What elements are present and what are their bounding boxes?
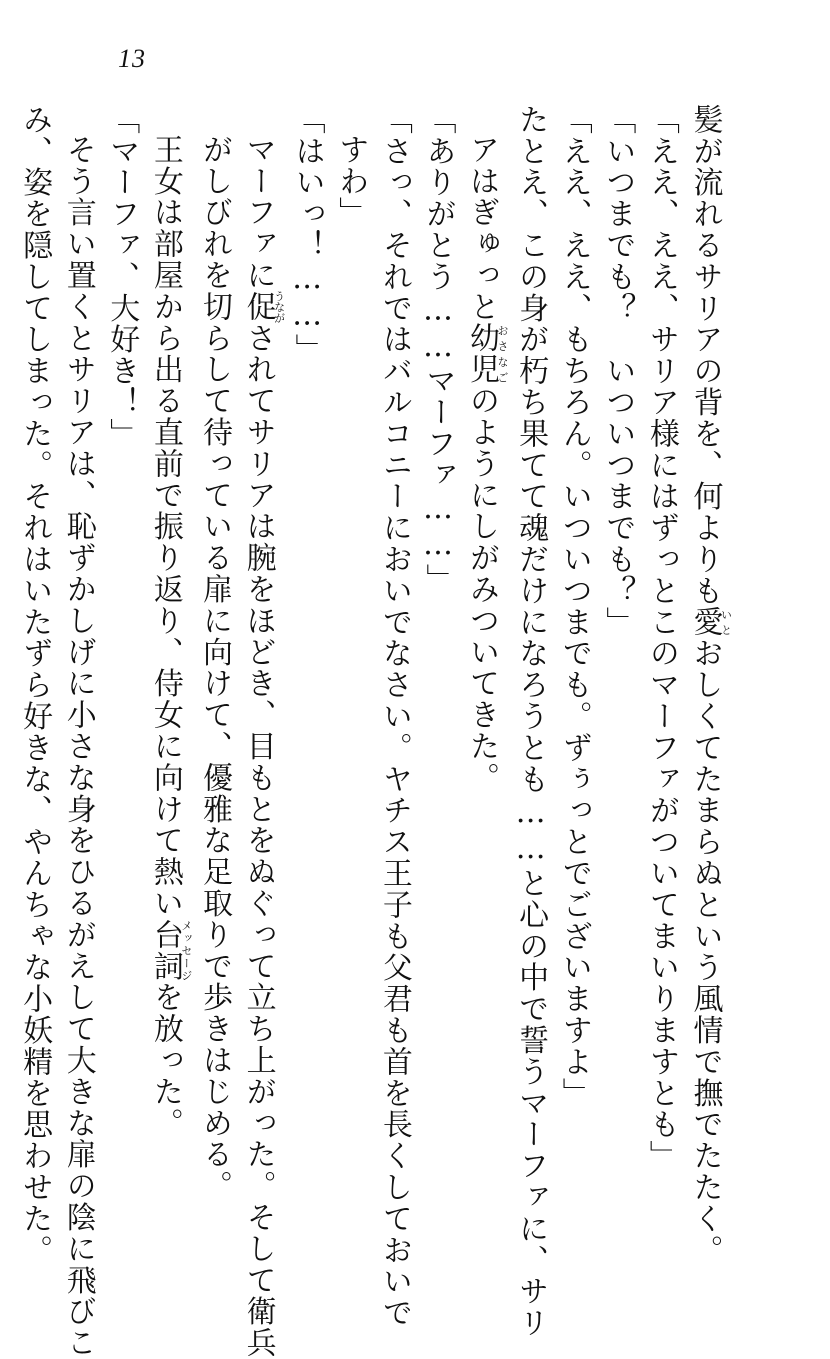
vertical-text-body xyxy=(13,104,733,1359)
furigana-reading: おさなご xyxy=(496,322,510,386)
text-line: たとえ、この身が朽ち果てて魂だけになろうとも……と心の中で誓うマーファに、サリ xyxy=(513,104,549,1339)
text-line: 「いつまでも？ いついつまでも？」 xyxy=(600,104,636,638)
furigana-reading: うなが xyxy=(272,290,286,324)
text-line: 「マーファ、大好き！」 xyxy=(104,104,140,450)
text-line: マーファに促うながされてサリアは腕をほどき、目もとをぬぐって立ち上がった。そして衛兵 xyxy=(240,134,286,1359)
text-line: 「さっ、それではバルコニーにおいでなさい。ヤチス王子も父君も首を長くしておいで xyxy=(376,104,412,1329)
text-line: 髪が流れるサリアの背を、何よりも愛いとおしくてたまらぬという風情で撫でたたく。 xyxy=(687,104,733,1266)
furigana-ruby: 台詞メッセージ xyxy=(147,919,193,982)
text-line: すわ」 xyxy=(333,134,369,229)
furigana-reading: いと xyxy=(719,606,733,638)
text-line: 王女は部屋から出る直前で振り返り、侍女に向けて熱い台詞メッセージを放った。 xyxy=(147,134,193,1139)
text-line: アはぎゅっと幼児おさなごのようにしがみついてきた。 xyxy=(464,134,510,794)
text-line: そう言い置くとサリアは、恥ずかしげに小さな身をひるがえして大きな扉の陰に飛びこ xyxy=(60,134,96,1359)
text-line: 「ありがとう……マーファ……」 xyxy=(420,104,456,595)
furigana-ruby: 促うなが xyxy=(240,290,286,324)
page-number: 13 xyxy=(118,44,146,73)
text-line: み、姿を隠してしまった。それはいたずら好きな、やんちゃな小妖精を思わせた。 xyxy=(17,104,53,1266)
text-line: 「ええ、ええ、サリア様にはずっとこのマーファがついてまいりますとも」 xyxy=(643,104,679,1172)
furigana-reading: メッセージ xyxy=(179,919,193,982)
text-line: 「はいっ！……」 xyxy=(289,104,325,366)
furigana-ruby: 愛いと xyxy=(687,606,733,638)
text-line: 「ええ、ええ、もちろん。いついつまでも。ずぅっとでございますよ」 xyxy=(556,104,592,1109)
furigana-ruby: 幼児おさなご xyxy=(464,322,510,386)
text-line: がしびれを切らして待っている扉に向けて、優雅な足取りで歩きはじめる。 xyxy=(196,134,232,1202)
